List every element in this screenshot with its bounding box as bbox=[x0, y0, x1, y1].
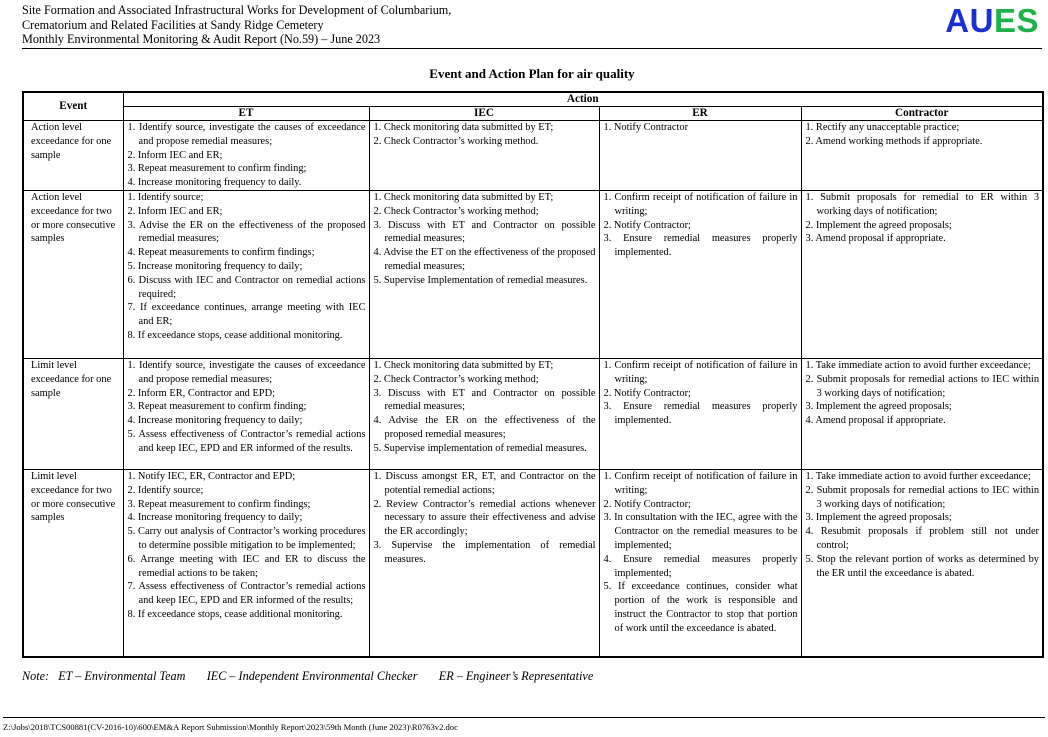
action-list-er bbox=[604, 359, 798, 428]
table-row bbox=[23, 358, 1043, 469]
heading-line-2: Crematorium and Related Facilities at Sandy Ridge Cemetery bbox=[22, 17, 324, 32]
action-item: 5. Supervise implementation of remedial measures. bbox=[373, 442, 587, 454]
action-item: 1. Confirm receipt of notification of failure in writing; bbox=[603, 359, 798, 385]
action-item: 2. Notify Contractor; bbox=[603, 498, 691, 510]
action-list-er bbox=[604, 191, 798, 260]
action-item: 5. If exceedance continues, consider what portion of the work is responsible and instruct the Contractor to stop that portion of work until the exceedance is abated. bbox=[603, 581, 798, 634]
action-item: 4. Advise the ER on the effectiveness of the proposed remedial measures; bbox=[373, 415, 596, 440]
action-cell-er bbox=[599, 469, 801, 657]
action-item: 2. Amend working methods if appropriate. bbox=[805, 135, 983, 147]
action-item: 1. Notify Contractor bbox=[603, 122, 689, 133]
event-cell: Limit level exceedance for one sample bbox=[23, 358, 123, 469]
column-header-iec: IEC bbox=[369, 107, 599, 121]
action-item: 2. Check Contractor’s working method; bbox=[373, 373, 539, 385]
action-list-et bbox=[128, 121, 366, 190]
action-item: 3. Amend proposal if appropriate. bbox=[805, 233, 946, 245]
action-cell-contractor bbox=[801, 121, 1043, 191]
abbreviation-note: Note: ET – Environmental Team IEC – Independent Environmental Checker ER – Engineer’s Representative bbox=[22, 669, 594, 683]
action-item: 2. Inform ER, Contractor and EPD; bbox=[127, 387, 275, 399]
column-header-contractor: Contractor bbox=[801, 107, 1043, 121]
action-item: 3. Ensure remedial measures properly implemented. bbox=[603, 401, 798, 427]
logo-part-2: ES bbox=[993, 2, 1039, 39]
action-list-iec bbox=[374, 121, 596, 149]
action-item: 1. Notify IEC, ER, Contractor and EPD; bbox=[127, 470, 296, 482]
report-heading bbox=[22, 3, 1042, 47]
action-list-er bbox=[604, 470, 798, 636]
action-cell-iec bbox=[369, 469, 599, 657]
action-item: 2. Notify Contractor; bbox=[603, 387, 691, 399]
action-list-contractor bbox=[806, 121, 1040, 149]
action-item: 3. Repeat measurement to confirm findings; bbox=[127, 498, 311, 510]
action-item: 3. Ensure remedial measures properly implemented. bbox=[603, 233, 798, 259]
action-item: 3. Supervise the implementation of remedial measures. bbox=[373, 539, 596, 565]
action-item: 2. Check Contractor’s working method. bbox=[373, 135, 539, 147]
action-item: 2. Implement the agreed proposals; bbox=[805, 219, 952, 231]
action-item: 7. If exceedance continues, arrange meeting with IEC and ER; bbox=[127, 302, 366, 328]
action-item: 4. Ensure remedial measures properly implemented; bbox=[603, 553, 798, 579]
action-list-iec bbox=[374, 359, 596, 456]
action-cell-contractor bbox=[801, 358, 1043, 469]
action-item: 6. Discuss with IEC and Contractor on remedial actions required; bbox=[127, 274, 366, 300]
action-item: 2. Identify source; bbox=[127, 484, 204, 496]
action-item: 4. Repeat measurements to confirm findings; bbox=[127, 247, 315, 259]
action-cell-et bbox=[123, 121, 369, 191]
action-item: 5. Carry out analysis of Contractor’s working procedures to determine possible mitigation to be implemented; bbox=[127, 526, 366, 551]
action-item: 1. Check monitoring data submitted by ET; bbox=[373, 122, 554, 133]
action-item: 4. Increase monitoring frequency to daily; bbox=[127, 512, 303, 524]
action-item: 3. Discuss with ET and Contractor on possible remedial measures; bbox=[373, 219, 596, 245]
action-item: 3. Advise the ER on the effectiveness of the proposed remedial measures; bbox=[127, 219, 366, 245]
file-path-footer: Z:\Jobs\2018\TCS00881(CV-2016-10)\600\EM&A Report Submission\Monthly Report\2023\59th Month (June 2023)\R0763v2.doc bbox=[3, 722, 458, 732]
action-item: 1. Submit proposals for remedial to ER within 3 working days of notification; bbox=[805, 191, 1040, 217]
action-item: 1. Confirm receipt of notification of failure in writing; bbox=[603, 191, 798, 217]
action-list-et bbox=[128, 191, 366, 343]
action-item: 1. Identify source, investigate the causes of exceedance and propose remedial measures; bbox=[127, 359, 366, 385]
action-item: 4. Resubmit proposals if problem still not under control; bbox=[805, 526, 1040, 551]
header-divider bbox=[22, 48, 1042, 49]
action-item: 2. Submit proposals for remedial actions to IEC within 3 working days of notification; bbox=[805, 373, 1040, 399]
action-item: 6. Arrange meeting with IEC and ER to discuss the remedial actions to be taken; bbox=[127, 553, 366, 579]
action-item: 1. Discuss amongst ER, ET, and Contractor on the potential remedial actions; bbox=[373, 470, 596, 496]
event-cell: Action level exceedance for two or more consecutive samples bbox=[23, 190, 123, 358]
column-header-er: ER bbox=[599, 107, 801, 121]
column-header-et: ET bbox=[123, 107, 369, 121]
action-item: 8. If exceedance stops, cease additional monitoring. bbox=[127, 608, 343, 620]
action-list-contractor bbox=[806, 359, 1040, 428]
footer-divider bbox=[3, 717, 1045, 718]
action-item: 2. Inform IEC and ER; bbox=[127, 205, 223, 217]
action-item: 3. Implement the agreed proposals; bbox=[805, 512, 952, 524]
action-cell-iec bbox=[369, 190, 599, 358]
action-item: 4. Increase monitoring frequency to daily. bbox=[127, 177, 302, 189]
action-item: 1. Confirm receipt of notification of failure in writing; bbox=[603, 470, 798, 496]
page-header bbox=[22, 3, 1042, 47]
action-cell-er bbox=[599, 358, 801, 469]
table-row bbox=[23, 121, 1043, 191]
event-cell: Limit level exceedance for two or more consecutive samples bbox=[23, 469, 123, 657]
action-item: 2. Inform IEC and ER; bbox=[127, 149, 223, 161]
action-item: 1. Check monitoring data submitted by ET; bbox=[373, 359, 554, 371]
action-cell-iec bbox=[369, 358, 599, 469]
action-list-et bbox=[128, 470, 366, 622]
action-cell-et bbox=[123, 190, 369, 358]
action-item: 1. Take immediate action to avoid further exceedance; bbox=[805, 470, 1031, 482]
page-title: Event and Action Plan for air quality bbox=[429, 66, 635, 81]
action-cell-er bbox=[599, 190, 801, 358]
action-cell-contractor bbox=[801, 469, 1043, 657]
table-row bbox=[23, 469, 1043, 657]
action-item: 7. Assess effectiveness of Contractor’s remedial actions and keep IEC, EPD and ER informed of the results; bbox=[127, 581, 366, 607]
action-item: 1. Check monitoring data submitted by ET; bbox=[373, 191, 554, 203]
action-item: 1. Identify source; bbox=[127, 191, 204, 203]
action-item: 4. Amend proposal if appropriate. bbox=[805, 415, 946, 427]
action-item: 1. Rectify any unacceptable practice; bbox=[805, 122, 960, 133]
action-item: 5. Assess effectiveness of Contractor’s remedial actions and keep IEC, EPD and ER informed of the results. bbox=[127, 428, 366, 454]
action-list-contractor bbox=[806, 470, 1040, 580]
action-item: 3. Repeat measurement to confirm finding; bbox=[127, 163, 307, 175]
heading-line-3: Monthly Environmental Monitoring & Audit Report (No.59) – June 2023 bbox=[22, 32, 381, 46]
action-item: 2. Notify Contractor; bbox=[603, 219, 691, 231]
action-list-et bbox=[128, 359, 366, 456]
action-item: 4. Advise the ET on the effectiveness of the proposed remedial measures; bbox=[373, 247, 596, 272]
action-cell-et bbox=[123, 358, 369, 469]
action-item: 3. In consultation with the IEC, agree with the Contractor on the remedial measures to be implemented; bbox=[603, 512, 798, 551]
aues-logo bbox=[945, 3, 1039, 39]
action-list-iec bbox=[374, 191, 596, 288]
event-header: Event bbox=[23, 92, 123, 121]
action-item: 2. Submit proposals for remedial actions to IEC within 3 working days of notification; bbox=[805, 484, 1040, 510]
action-item: 1. Take immediate action to avoid further exceedance; bbox=[805, 359, 1031, 371]
heading-line-1: Site Formation and Associated Infrastructural Works for Development of Columbarium, bbox=[22, 3, 452, 17]
action-item: 3. Repeat measurement to confirm finding; bbox=[127, 401, 307, 413]
action-item: 5. Increase monitoring frequency to daily; bbox=[127, 260, 303, 272]
action-item: 8. If exceedance stops, cease additional monitoring. bbox=[127, 329, 343, 341]
action-item: 2. Review Contractor’s remedial actions whenever necessary to assure their effectiveness and advise the ER accordingly; bbox=[373, 498, 596, 538]
event-cell: Action level exceedance for one sample bbox=[23, 121, 123, 191]
action-item: 5. Stop the relevant portion of works as determined by the ER until the exceedance is abated. bbox=[805, 553, 1040, 579]
action-item: 4. Increase monitoring frequency to daily; bbox=[127, 415, 303, 427]
action-list-iec bbox=[374, 470, 596, 567]
action-header: Action bbox=[123, 92, 1043, 107]
action-cell-et bbox=[123, 469, 369, 657]
action-item: 3. Implement the agreed proposals; bbox=[805, 401, 952, 413]
action-cell-er bbox=[599, 121, 801, 191]
action-item: 3. Discuss with ET and Contractor on possible remedial measures; bbox=[373, 387, 596, 413]
action-list-er bbox=[604, 121, 798, 135]
table-row bbox=[23, 190, 1043, 358]
action-cell-iec bbox=[369, 121, 599, 191]
action-list-contractor bbox=[806, 191, 1040, 246]
logo-part-1: AU bbox=[945, 2, 994, 39]
table-body bbox=[23, 121, 1043, 658]
action-item: 2. Check Contractor’s working method; bbox=[373, 205, 539, 217]
event-action-table bbox=[22, 91, 1044, 658]
action-item: 5. Supervise Implementation of remedial measures. bbox=[373, 274, 588, 286]
action-cell-contractor bbox=[801, 190, 1043, 358]
action-item: 1. Identify source, investigate the causes of exceedance and propose remedial measures; bbox=[127, 122, 366, 147]
